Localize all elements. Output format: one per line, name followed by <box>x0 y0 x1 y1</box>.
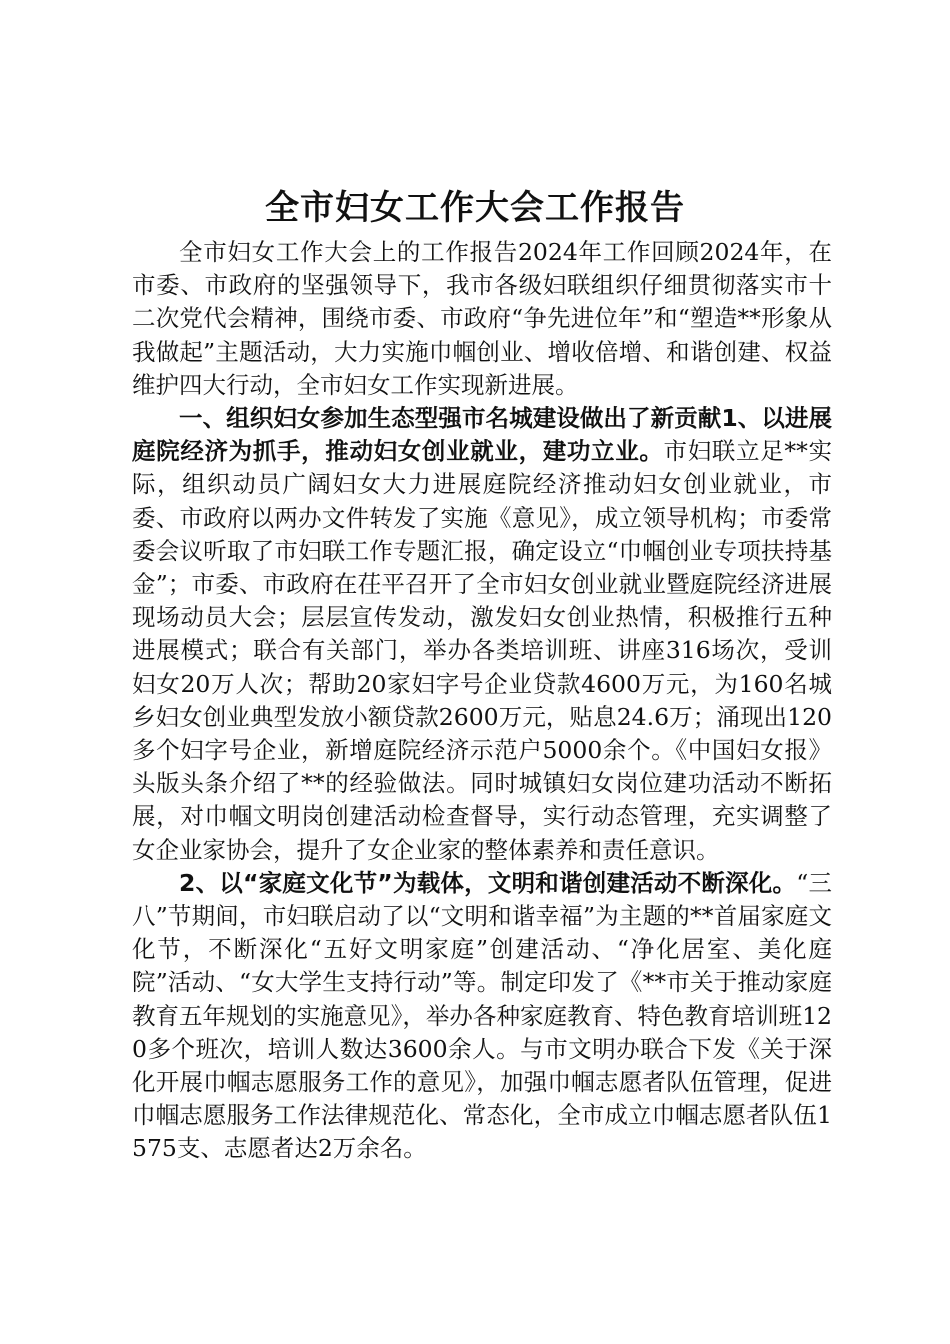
paragraph-text: 市妇联立足**实际，组织动员广阔妇女大力进展庭院经济推动妇女创业就业，市委、市政府以两办文件转发了实施《意见》，成立领导机构；市委常委会议听取了市妇联工作专题汇报，确定设立“巾帼创业专项扶持基金”；市委、市政府在茌平召开了全市妇女创业就业暨庭院经济进展现场动员大会；层层宣传发动，激发妇女创业热情，积极推行五种进展模式；联合有关部门，举办各类培训班、讲座316场次，受训妇女20万人次；帮助20家妇字号企业贷款4600万元，为160名城乡妇女创业典型发放小额贷款2600万元，贴息24.6万；涌现出120多个妇字号企业，新增庭院经济示范户5000余个。《中国妇女报》头版头条介绍了**的经验做法。同时城镇妇女岗位建功活动不断拓展，对巾帼文明岗创建活动检查督导，实行动态管理，充实调整了女企业家协会，提升了女企业家的整体素养和责任意识。 <box>132 437 833 864</box>
paragraph-text: “三八”节期间，市妇联启动了以“文明和谐幸福”为主题的**首届家庭文化节，不断深化“五好文明家庭”创建活动、“净化居室、美化庭院”活动、“女大学生支持行动”等。制定印发了《**市关于推动家庭教育五年规划的实施意见》，举办各种家庭教育、特色教育培训班120多个班次，培训人数达3600余人。与市文明办联合下发《关于深化开展巾帼志愿服务工作的意见》，加强巾帼志愿者队伍管理，促进巾帼志愿服务工作法律规范化、常态化，全市成立巾帼志愿者队伍1575支、志愿者达2万余名。 <box>132 868 833 1163</box>
section-heading: 一、组织妇女参加生态型强市名城建设做出了新贡献1、以进展庭院经济为抓手，推动妇女创业就业，建功立业。 <box>132 404 832 466</box>
section-two-paragraph <box>132 867 832 1166</box>
section-heading: 2、以“家庭文化节”为载体，文明和谐创建活动不断深化。 <box>179 868 797 897</box>
document-body <box>132 236 832 1166</box>
paragraph-text: 全市妇女工作大会上的工作报告2024年工作回顾2024年，在市委、市政府的坚强领导下，我市各级妇联组织仔细贯彻落实市十二次党代会精神，围绕市委、市政府“争先进位年”和“塑造**形象从我做起”主题活动，大力实施巾帼创业、增收倍增、和谐创建、权益维护四大行动，全市妇女工作实现新进展。 <box>132 238 832 399</box>
intro-paragraph <box>132 236 832 402</box>
document-title: 全市妇女工作大会工作报告 <box>265 188 685 228</box>
section-one-paragraph <box>132 402 832 867</box>
